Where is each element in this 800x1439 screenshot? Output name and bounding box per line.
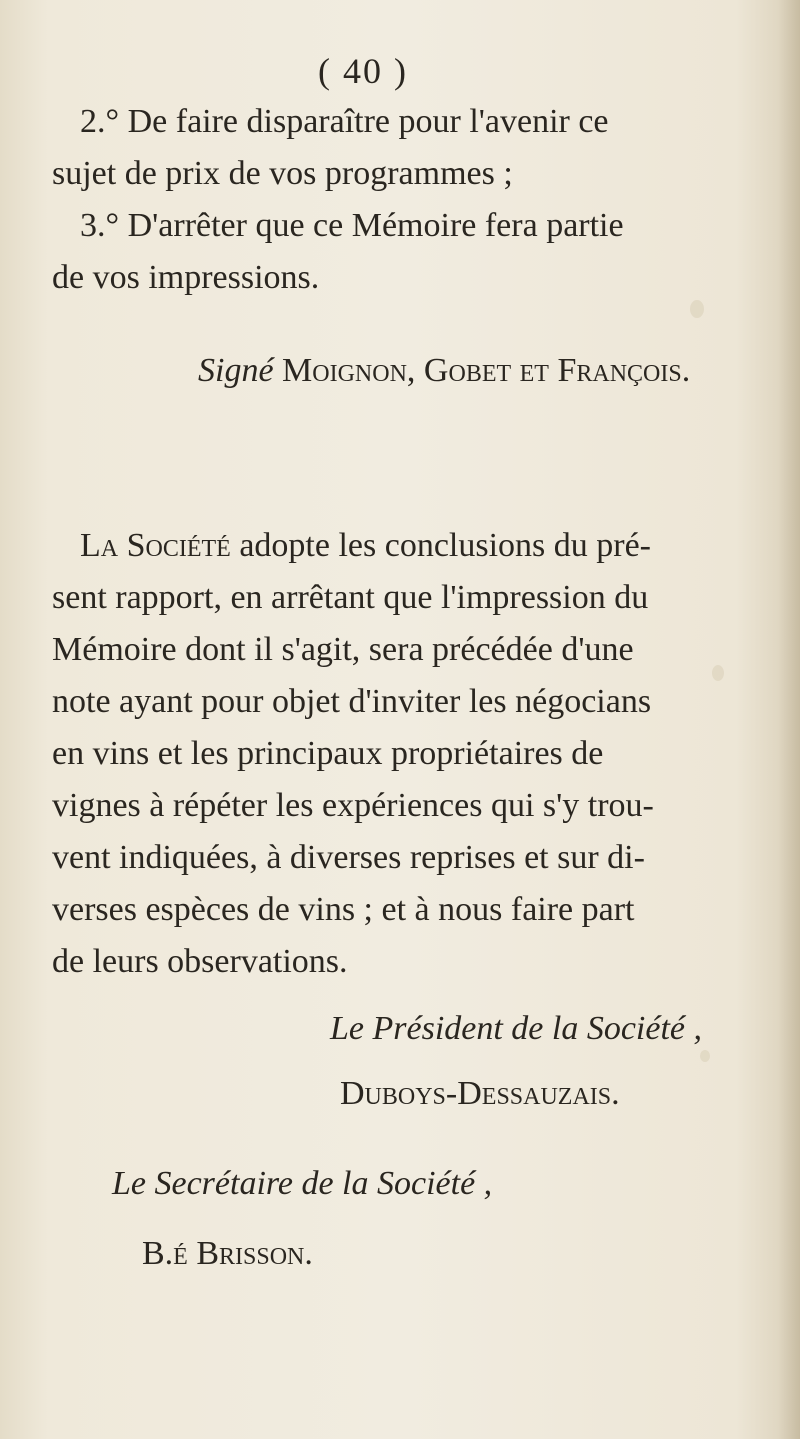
paragraph-line-8: verses espèces de vins ; et à nous faire part	[52, 891, 635, 928]
paragraph-line-9: de leurs observations.	[52, 943, 348, 980]
item-3-line-1: 3.° D'arrêter que ce Mémoire fera partie	[80, 207, 624, 244]
paragraph-line-1: adopte les conclusions du pré-	[230, 527, 651, 564]
item-3-line-2: de vos impressions.	[52, 259, 320, 296]
paragraph-line-7: vent indiquées, à diverses reprises et sur di-	[52, 839, 645, 876]
secretary-title: Le Secrétaire de la Société ,	[112, 1165, 493, 1202]
president-name: Duboys-Dessauzais.	[340, 1075, 620, 1112]
paragraph-line-3: Mémoire dont il s'agit, sera précédée d'une	[52, 631, 634, 668]
paper-stain	[700, 1050, 710, 1062]
signed-label: Signé	[198, 352, 274, 389]
paragraph-line-5: en vins et les principaux propriétaires de	[52, 735, 604, 772]
page-number: ( 40 )	[318, 51, 408, 91]
society-lead: La Société	[80, 527, 231, 564]
page-edge-shadow	[778, 0, 800, 1439]
paragraph-line	[52, 520, 752, 572]
resolution-paragraph	[52, 520, 752, 988]
numbered-items	[52, 96, 752, 304]
paragraph-line-6: vignes à répéter les expériences qui s'y trou-	[52, 787, 654, 824]
signature-line	[198, 352, 690, 390]
signatory-names: Moignon, Gobet et François.	[282, 352, 691, 389]
paragraph-line-4: note ayant pour objet d'inviter les négocians	[52, 683, 652, 720]
paragraph-line-2: sent rapport, en arrêtant que l'impression du	[52, 579, 649, 616]
secretary-name: B.é Brisson.	[142, 1235, 313, 1272]
item-2-line-2: sujet de prix de vos programmes ;	[52, 155, 513, 192]
item-2-line-1: 2.° De faire disparaître pour l'avenir ce	[80, 103, 609, 140]
president-title: Le Président de la Société ,	[330, 1010, 703, 1047]
